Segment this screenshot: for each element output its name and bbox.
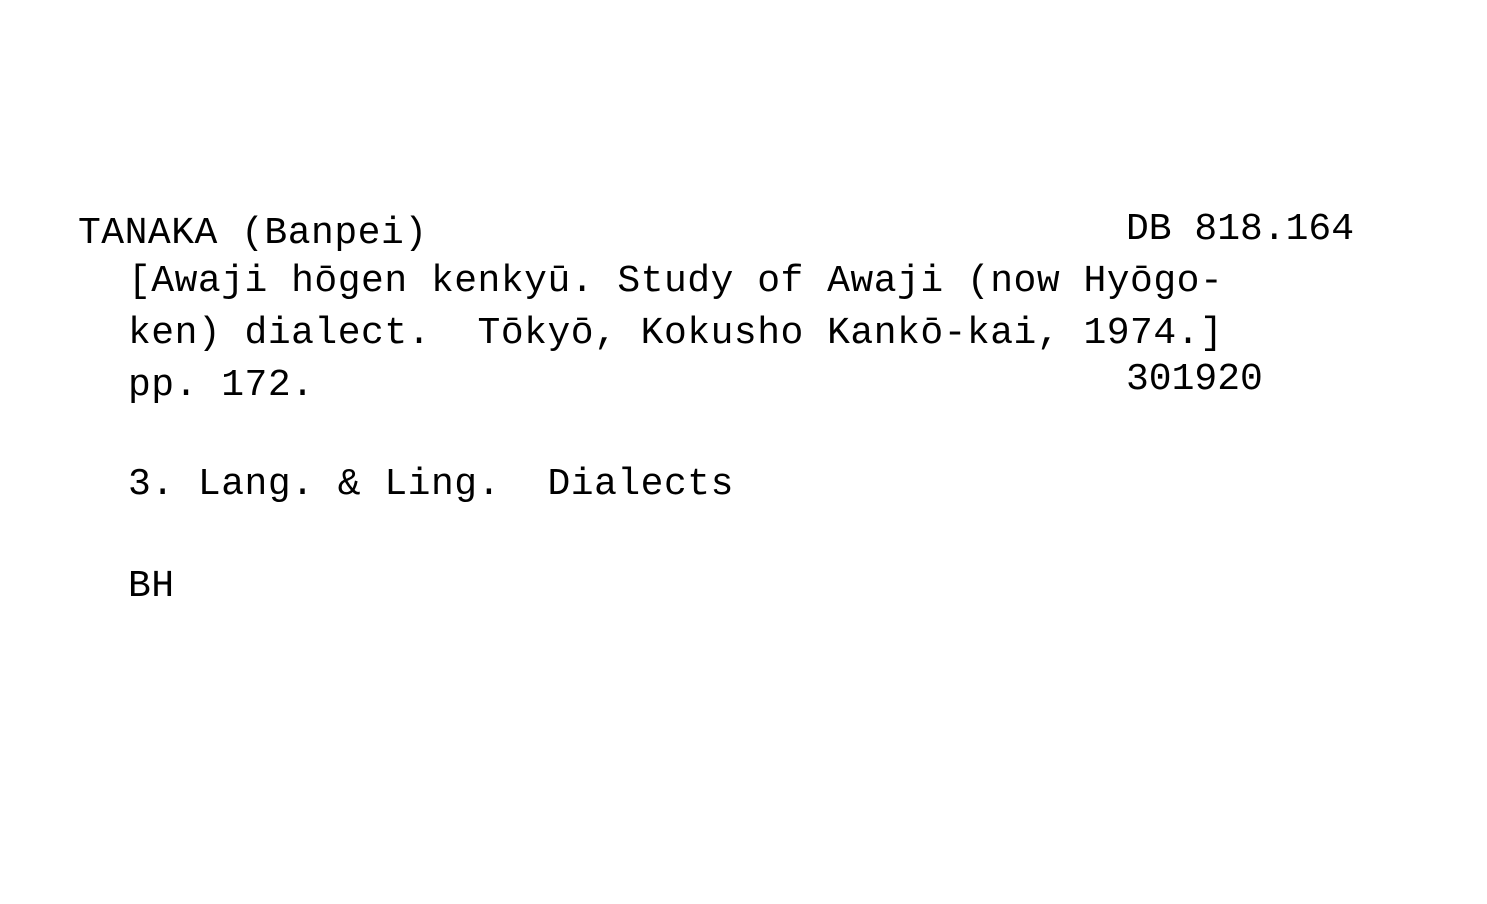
title-line-2: ken) dialect. Tōkyō, Kokusho Kankō-kai, 1974.] <box>128 312 1224 355</box>
author-heading: TANAKA (Banpei) <box>78 212 428 255</box>
shelfmark: DB 818.164 <box>1126 208 1355 251</box>
subject-heading: 3. Lang. & Ling. Dialects <box>128 463 734 506</box>
title-line-1: [Awaji hōgen kenkyū. Study of Awaji (now Hyōgo- <box>128 260 1224 303</box>
pagination: pp. 172. <box>128 364 315 407</box>
cataloguer-initials: BH <box>128 565 175 608</box>
call-number-block <box>1126 105 1354 505</box>
accession-number: 301920 <box>1126 358 1263 401</box>
